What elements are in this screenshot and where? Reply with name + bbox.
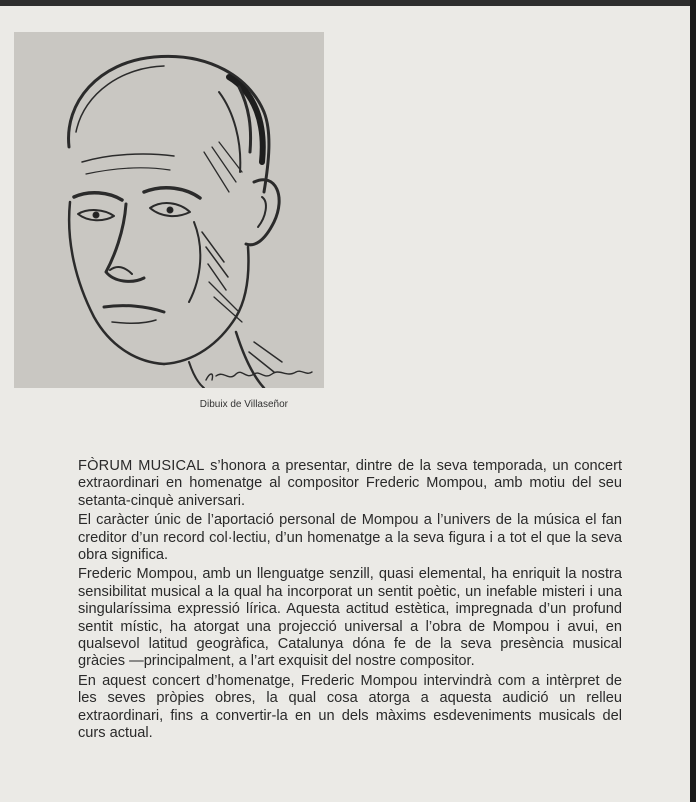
article-body [78,458,622,745]
portrait-sketch-image [14,32,324,388]
paragraph-intro-text: s’honora a presentar, dintre de la seva temporada, un concert extraordinari en homenatge al compositor Frederic Mompou, amb motiu del seu setanta-cinquè aniversari. [78,458,623,509]
document-page [0,6,690,802]
page-right-shadow [690,0,696,802]
portrait-caption: Dibuix de Villaseñor [199,399,288,410]
paragraph-intro [78,458,622,510]
paragraph-language: Frederic Mompou, amb un llenguatge senzill, quasi elemental, ha enriquit la nostra sensibilitat musical a la qual ha incorporat un sentit poètic, un inefable misteri i una singularíssima expressió lírica. Aquesta actitud estètica, impregnada d’un profund sentit místic, ha atorgat una projecció universal a l’obra de Mompou i avui, en qualsevol latitud geogràfica, Catalunya dóna fe de la seva presència musical gràcies —principalment, a l’art exquisit del nostre compositor. [78,566,622,670]
paragraph-concert: En aquest concert d’homenatge, Frederic Mompou intervindrà com a intèrpret de les seves pròpies obres, la qual cosa atorga a aquesta audició un relleu extraordinari, fins a convertir-la en un dels màxims esdeveniments musicals del curs actual. [78,672,622,742]
paragraph-character: El caràcter únic de l’aportació personal de Mompou a l’univers de la música el fan creditor d’un record col·lectiu, d’un homenatge a la seva figura i a tot el que la seva obra significa. [78,512,622,564]
organization-name: FÒRUM MUSICAL [78,458,205,474]
portrait-drawing [14,32,324,388]
